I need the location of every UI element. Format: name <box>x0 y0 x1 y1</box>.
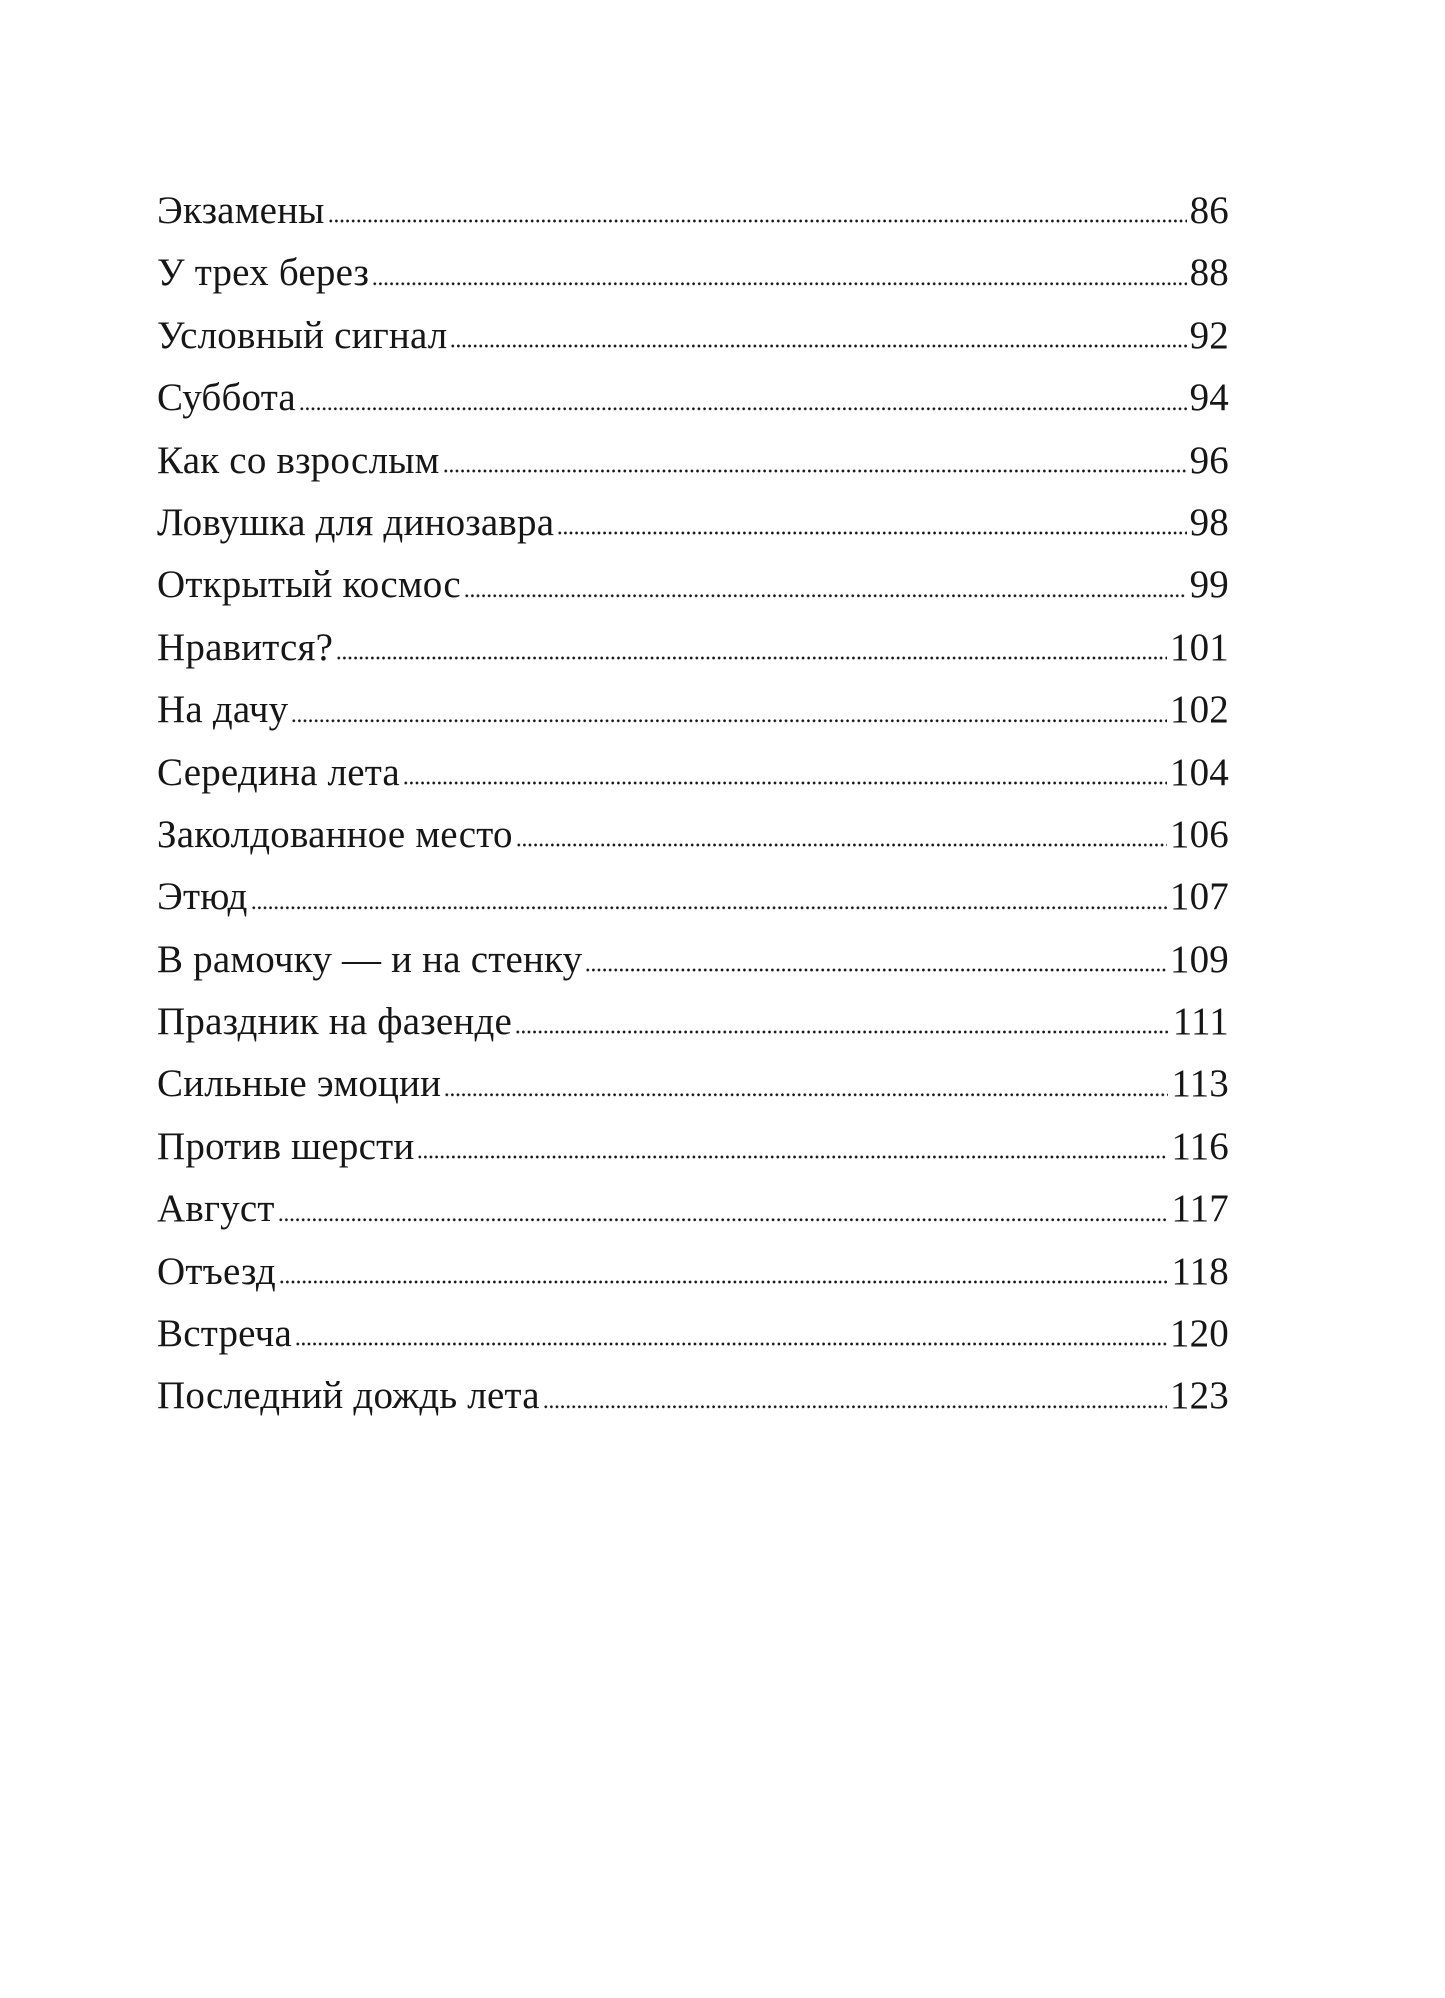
toc-entry-title: Открытый космос <box>157 563 461 607</box>
toc-entry <box>157 866 1229 928</box>
toc-entry-page-number: 117 <box>1171 1187 1229 1231</box>
toc-entry-title: Ловушка для динозавра <box>157 500 555 544</box>
toc-entry-page-number: 99 <box>1189 563 1229 607</box>
toc-entry-page-number: 118 <box>1171 1249 1229 1293</box>
dot-leader <box>372 276 1186 286</box>
toc-entry-page-number: 98 <box>1189 500 1229 544</box>
table-of-contents <box>157 180 1229 1428</box>
toc-entry-page-number: 107 <box>1169 875 1229 919</box>
dot-leader <box>336 651 1167 661</box>
dot-leader <box>516 838 1167 848</box>
toc-entry <box>157 1365 1229 1427</box>
toc-entry <box>157 804 1229 866</box>
toc-entry <box>157 305 1229 367</box>
toc-entry <box>157 679 1229 741</box>
toc-entry-title: Сильные эмоции <box>157 1062 442 1106</box>
toc-entry-title: Как со взрослым <box>157 438 440 482</box>
toc-entry-title: Заколдованное место <box>157 812 513 856</box>
toc-entry-page-number: 88 <box>1189 251 1229 295</box>
dot-leader <box>417 1150 1168 1160</box>
toc-entry <box>157 1178 1229 1240</box>
toc-entry-page-number: 104 <box>1169 750 1229 794</box>
dot-leader <box>279 1275 1168 1285</box>
toc-entry-page-number: 94 <box>1189 376 1229 420</box>
toc-entry-title: Экзамены <box>157 189 325 232</box>
toc-entry-title: Против шерсти <box>157 1124 415 1168</box>
toc-entry <box>157 991 1229 1053</box>
toc-entry <box>157 554 1229 616</box>
dot-leader <box>295 1337 1167 1347</box>
toc-entry-page-number: 109 <box>1169 937 1229 981</box>
toc-entry <box>157 1116 1229 1178</box>
toc-entry-page-number: 113 <box>1171 1062 1229 1106</box>
toc-entry-title: В рамочку — и на стенку <box>157 937 583 981</box>
toc-entry-title: Нравится? <box>157 625 334 669</box>
toc-entry-page-number: 120 <box>1169 1312 1229 1356</box>
toc-entry-page-number: 116 <box>1171 1124 1229 1168</box>
toc-entry-page-number: 86 <box>1189 189 1229 232</box>
toc-entry <box>157 1303 1229 1365</box>
dot-leader <box>444 1087 1168 1097</box>
dot-leader <box>515 1025 1170 1035</box>
dot-leader <box>291 713 1167 723</box>
dot-leader <box>464 588 1187 598</box>
toc-entry <box>157 617 1229 679</box>
dot-leader <box>557 526 1186 536</box>
toc-entry-title: Условный сигнал <box>157 313 448 357</box>
dot-leader <box>450 339 1186 349</box>
dot-leader <box>278 1212 1169 1222</box>
toc-entry-title: Встреча <box>157 1312 293 1356</box>
toc-entry-title: На дачу <box>157 688 289 732</box>
dot-leader <box>443 464 1187 474</box>
toc-entry-title: Отъезд <box>157 1249 276 1293</box>
toc-entry-title: Этюд <box>157 875 248 919</box>
dot-leader <box>328 214 1187 224</box>
toc-entry <box>157 430 1229 492</box>
toc-entry-page-number: 102 <box>1169 688 1229 732</box>
toc-entry-title: Суббота <box>157 376 296 420</box>
toc-entry-page-number: 111 <box>1172 1000 1229 1044</box>
toc-entry <box>157 929 1229 991</box>
toc-entry <box>157 180 1229 242</box>
dot-leader <box>585 963 1167 973</box>
toc-entry-title: Август <box>157 1187 275 1231</box>
toc-entry <box>157 242 1229 304</box>
toc-entry-page-number: 92 <box>1189 313 1229 357</box>
toc-entry-title: Праздник на фазенде <box>157 1000 513 1044</box>
toc-entry <box>157 1053 1229 1115</box>
toc-entry <box>157 1241 1229 1303</box>
toc-entry-page-number: 101 <box>1169 625 1229 669</box>
dot-leader <box>251 900 1167 910</box>
dot-leader <box>403 776 1167 786</box>
toc-entry-title: У трех берез <box>157 251 370 295</box>
toc-entry-page-number: 123 <box>1169 1374 1229 1418</box>
toc-entry-title: Середина лета <box>157 750 400 794</box>
toc-entry-page-number: 96 <box>1189 438 1229 482</box>
toc-entry-page-number: 106 <box>1169 812 1229 856</box>
toc-entry <box>157 742 1229 804</box>
dot-leader <box>299 401 1187 411</box>
toc-entry-title: Последний дождь лета <box>157 1374 540 1418</box>
toc-entry <box>157 367 1229 429</box>
dot-leader <box>543 1399 1167 1409</box>
toc-entry <box>157 492 1229 554</box>
